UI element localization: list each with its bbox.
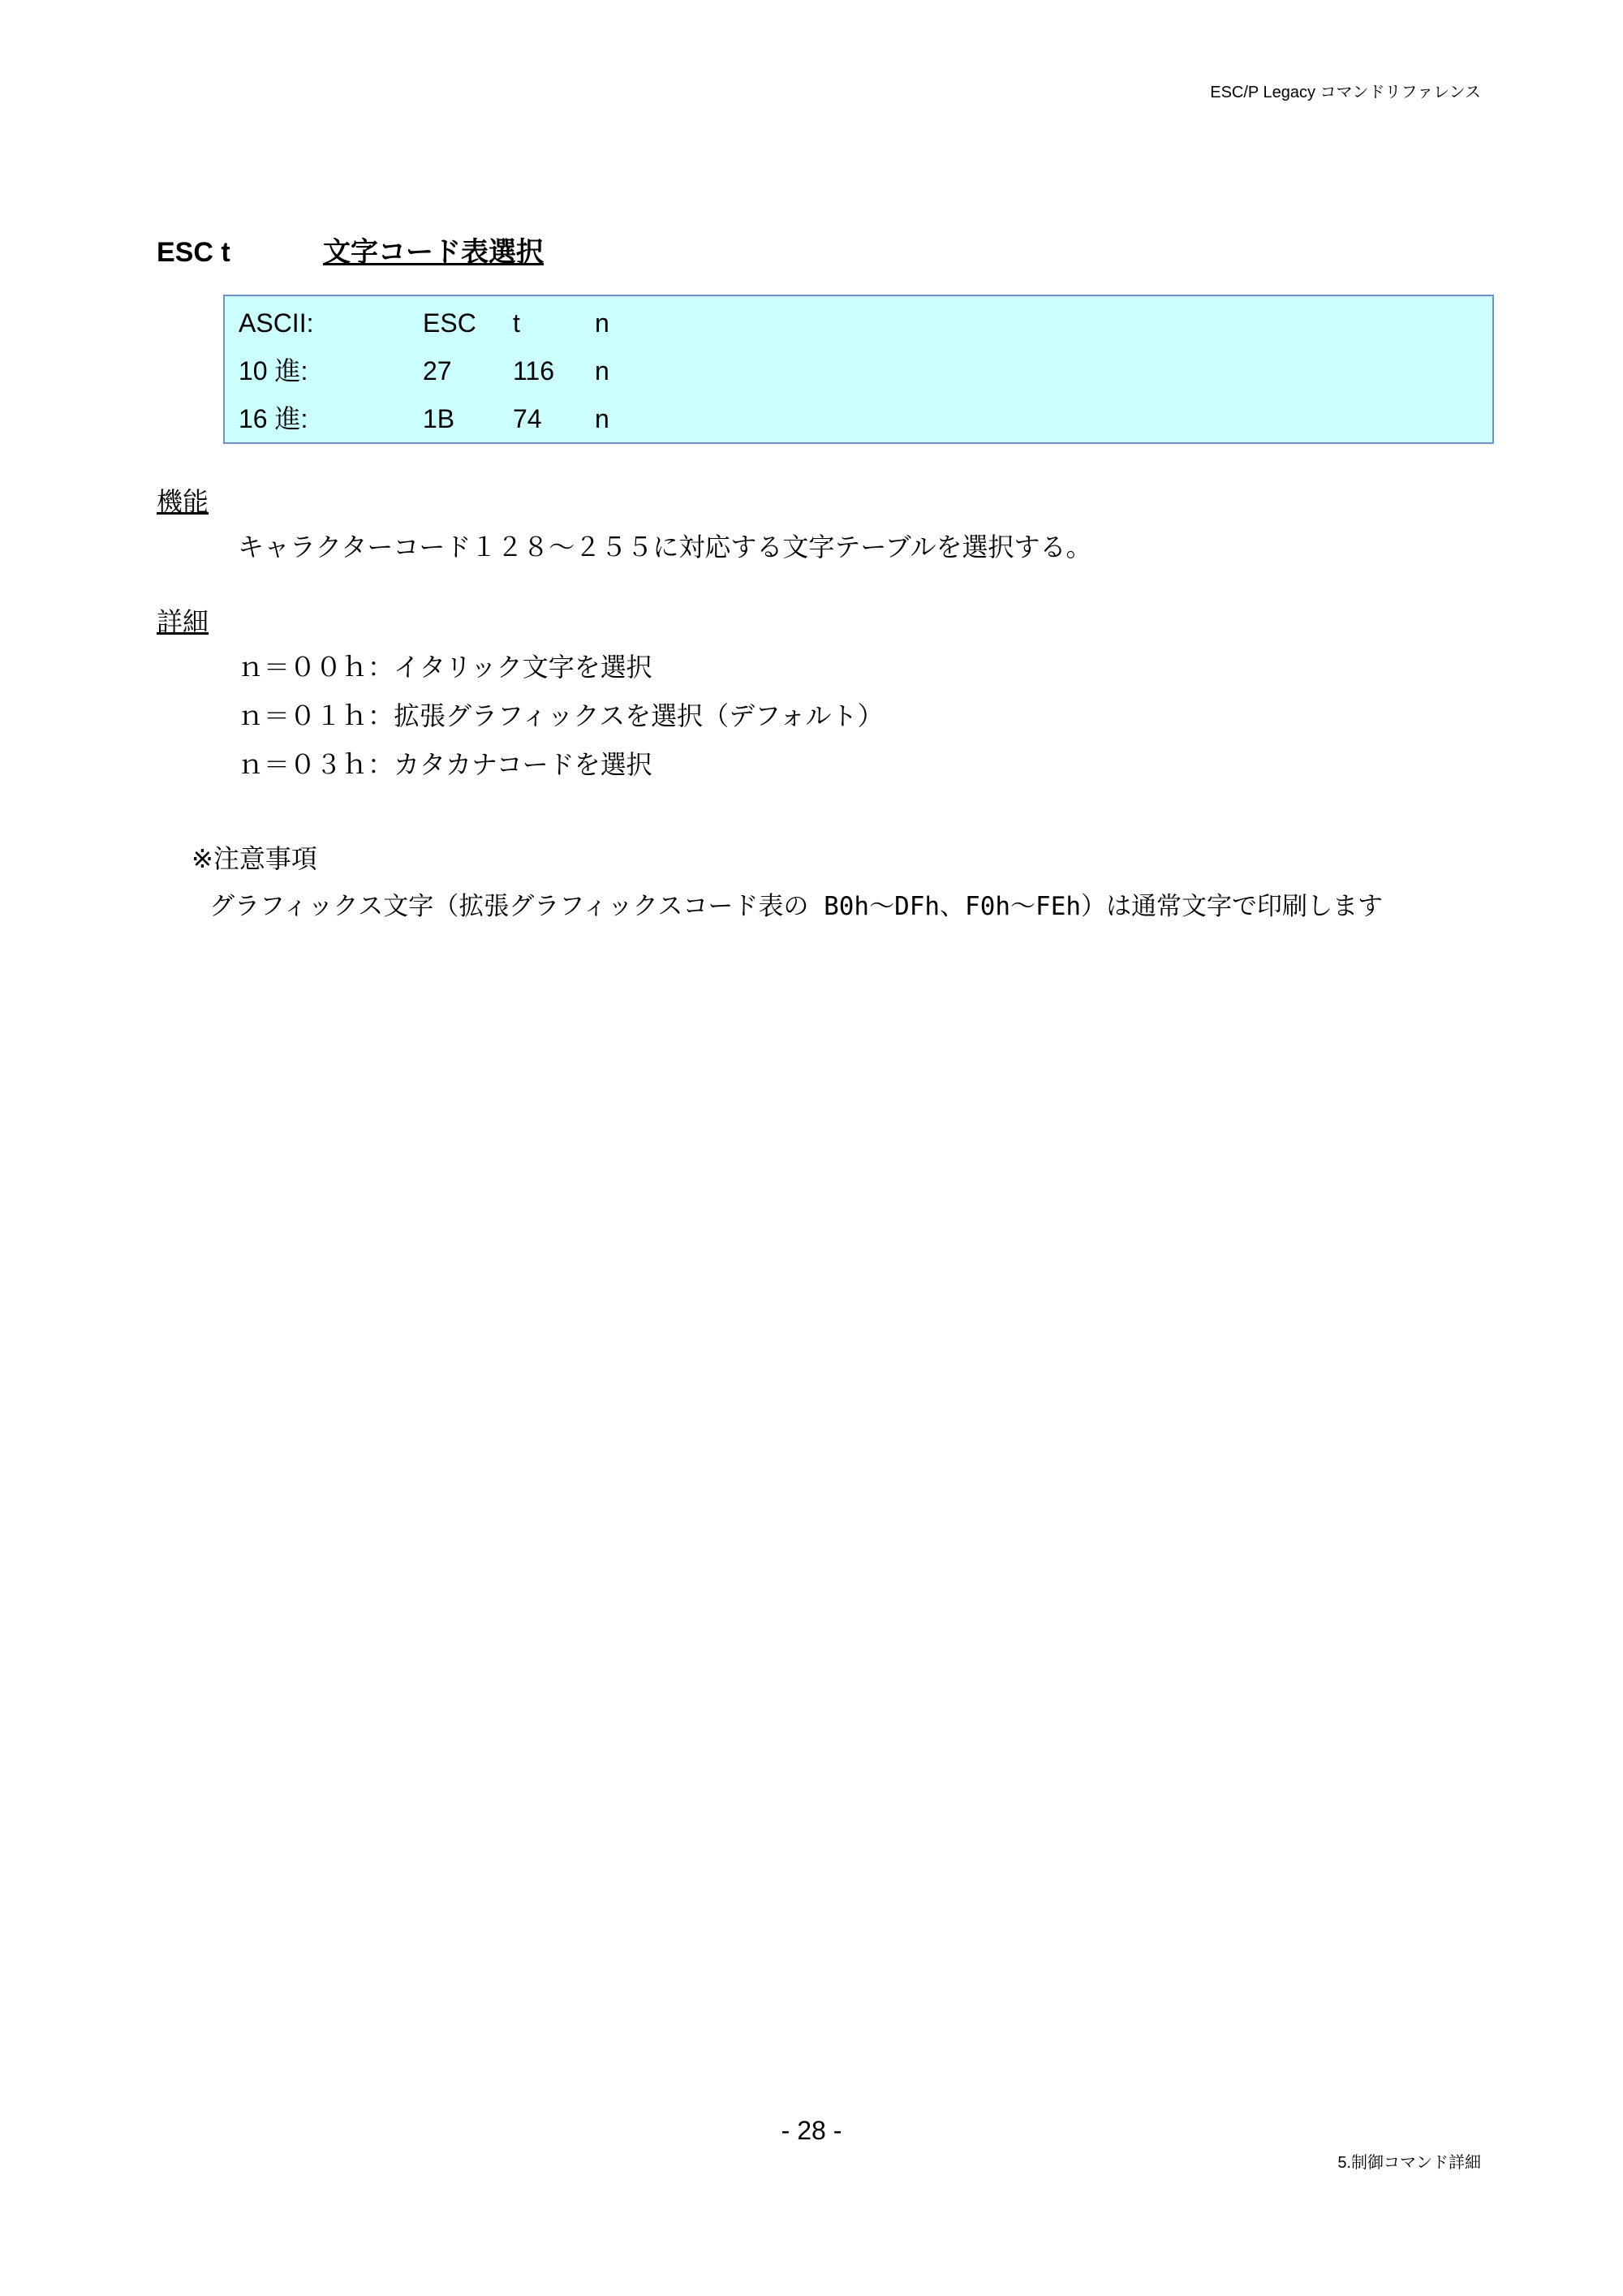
detail-item: ｎ＝０３ｈ：カタカナコードを選択 [238, 750, 652, 779]
code-value: 1B [423, 404, 455, 433]
function-heading: 機能 [157, 487, 209, 516]
code-label: 10 進: [239, 356, 308, 386]
detail-item: ｎ＝００ｈ：イタリック文字を選択 [238, 653, 652, 682]
running-footer: 5.制御コマンド詳細 [1337, 2154, 1481, 2172]
code-value: 116 [513, 356, 555, 386]
code-value: ESC [423, 308, 476, 338]
details-heading: 詳細 [157, 607, 209, 636]
page-title [157, 230, 544, 269]
code-value: 27 [423, 356, 452, 386]
code-value: t [513, 308, 520, 338]
code-value: n [595, 308, 609, 338]
code-value: n [595, 404, 609, 433]
page-number: - 28 - [781, 2116, 842, 2145]
code-label: 16 進: [239, 404, 308, 433]
detail-item: ｎ＝０１ｈ：拡張グラフィックスを選択（デフォルト） [238, 701, 884, 730]
code-label: ASCII: [239, 308, 314, 338]
command-name: ESC t [157, 237, 230, 268]
function-text: キャラクターコード１２８～２５５に対応する文字テーブルを選択する。 [238, 532, 1092, 562]
notes-heading: ※注意事項 [192, 844, 317, 873]
command-description: 文字コード表選択 [323, 237, 544, 268]
running-header: ESC/P Legacy コマンドリファレンス [1210, 84, 1481, 101]
notes-text: グラフィックス文字（拡張グラフィックスコード表の B0h～DFh、F0h～FEh）は通常文字で印刷します [209, 892, 1384, 921]
code-value: 74 [513, 404, 542, 433]
code-value: n [595, 356, 609, 386]
command-code-box [223, 295, 1494, 444]
